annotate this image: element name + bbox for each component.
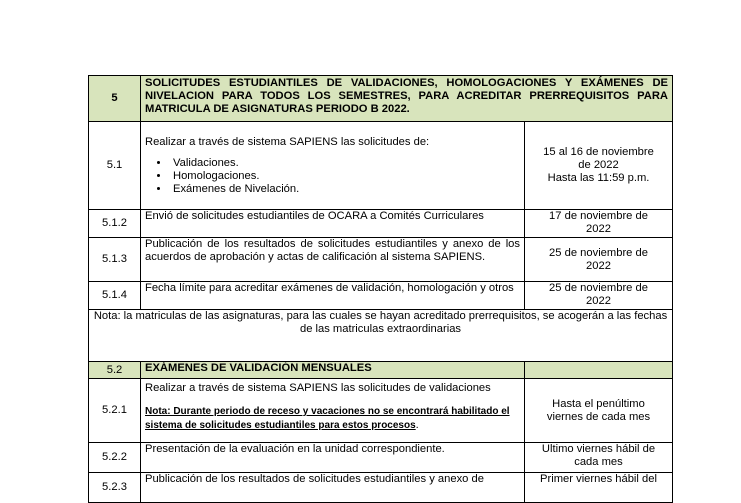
row-number: 5.2.3 xyxy=(89,473,141,503)
row-number: 5.1.3 xyxy=(89,238,141,282)
date-line: cada mes xyxy=(574,456,623,468)
row-number: 5.2.1 xyxy=(89,379,141,443)
row-number: 5.1 xyxy=(89,122,141,210)
list-item: • Validaciones. xyxy=(170,157,520,170)
date-line: de 2022 xyxy=(578,159,619,171)
row-note-end: . xyxy=(415,419,419,431)
row-date xyxy=(525,443,673,473)
row-description: Publicación de los resultados de solicitudes estudiantiles y anexo de xyxy=(141,473,525,503)
table-row xyxy=(89,238,673,282)
date-line: 25 de noviembre de xyxy=(549,246,648,259)
date-line: Hasta el penúltimo xyxy=(552,397,645,410)
date-line: 17 de noviembre de xyxy=(549,210,648,222)
date-line: 25 de noviembre de xyxy=(549,282,648,294)
date-line: Primer viernes hábil del xyxy=(540,473,657,485)
item-list xyxy=(145,157,520,196)
row-note xyxy=(145,405,520,433)
date-line: Hasta las 11:59 p.m. xyxy=(547,172,650,184)
row-description: Presentación de la evaluación en la unidad correspondiente. xyxy=(141,443,525,473)
row-intro: Realizar a través de sistema SAPIENS las solicitudes de: xyxy=(145,136,430,148)
date-line: 2022 xyxy=(586,223,611,235)
date-line: 15 al 16 de noviembre xyxy=(543,146,654,158)
row-date xyxy=(525,122,673,210)
row-date xyxy=(525,473,673,503)
row-date xyxy=(525,238,673,282)
row-note-bold: Nota: Durante periodo de receso y vacaciones no se encontrará habilitado el sistema de solicitudes estudiantiles para estos procesos xyxy=(145,406,510,431)
row-date xyxy=(525,379,673,443)
date-line: viernes de cada mes xyxy=(546,410,651,423)
table-row xyxy=(89,443,673,473)
table-row xyxy=(89,122,673,210)
table-row xyxy=(89,473,673,503)
row-date xyxy=(525,210,673,238)
section-5-header-row xyxy=(89,76,673,122)
note-row xyxy=(89,310,673,362)
section-number: 5 xyxy=(89,76,141,122)
date-line: Ultimo viernes hábil de xyxy=(541,443,656,455)
section-number: 5.2 xyxy=(89,362,141,379)
row-number: 5.1.2 xyxy=(89,210,141,238)
note-text: Nota: la matriculas de las asignaturas, para las cuales se hayan acreditado prerrequisitos, se acogerán a las fechas de las matriculas extraordinarias xyxy=(89,310,673,362)
row-description: Envió de solicitudes estudiantiles de OCARA a Comités Curriculares xyxy=(141,210,525,238)
list-item: • Exámenes de Nivelación. xyxy=(170,183,520,196)
row-text: Realizar a través de sistema SAPIENS las solicitudes de validaciones xyxy=(145,382,491,394)
section-title: SOLICITUDES ESTUDIANTILES DE VALIDACIONES, HOMOLOGACIONES Y EXÁMENES DE NIVELACION PARA TODOS LOS SEMESTRES, PARA ACREDITAR PRERREQUISITOS PARA MATRICULA DE ASIGNATURAS PERIODO B 2022. xyxy=(141,76,673,122)
calendar-table xyxy=(88,75,673,503)
table-row xyxy=(89,379,673,443)
table-row xyxy=(89,282,673,310)
date-line: 2022 xyxy=(586,259,611,272)
row-number: 5.2.2 xyxy=(89,443,141,473)
section-5-2-header-row xyxy=(89,362,673,379)
row-description: Publicación de los resultados de solicitudes estudiantiles y anexo de los acuerdos de aprobación y actas de calificación al sistema SAPIENS. xyxy=(141,238,525,282)
row-description xyxy=(141,379,525,443)
row-number: 5.1.4 xyxy=(89,282,141,310)
list-item: • Homologaciones. xyxy=(170,170,520,183)
section-empty-cell xyxy=(525,362,673,379)
row-description: Fecha límite para acreditar exámenes de validación, homologación y otros xyxy=(141,282,525,310)
table-row xyxy=(89,210,673,238)
section-title: EXÁMENES DE VALIDACIÓN MENSUALES xyxy=(141,362,525,379)
date-line: 2022 xyxy=(586,295,611,307)
row-description xyxy=(141,122,525,210)
row-date xyxy=(525,282,673,310)
